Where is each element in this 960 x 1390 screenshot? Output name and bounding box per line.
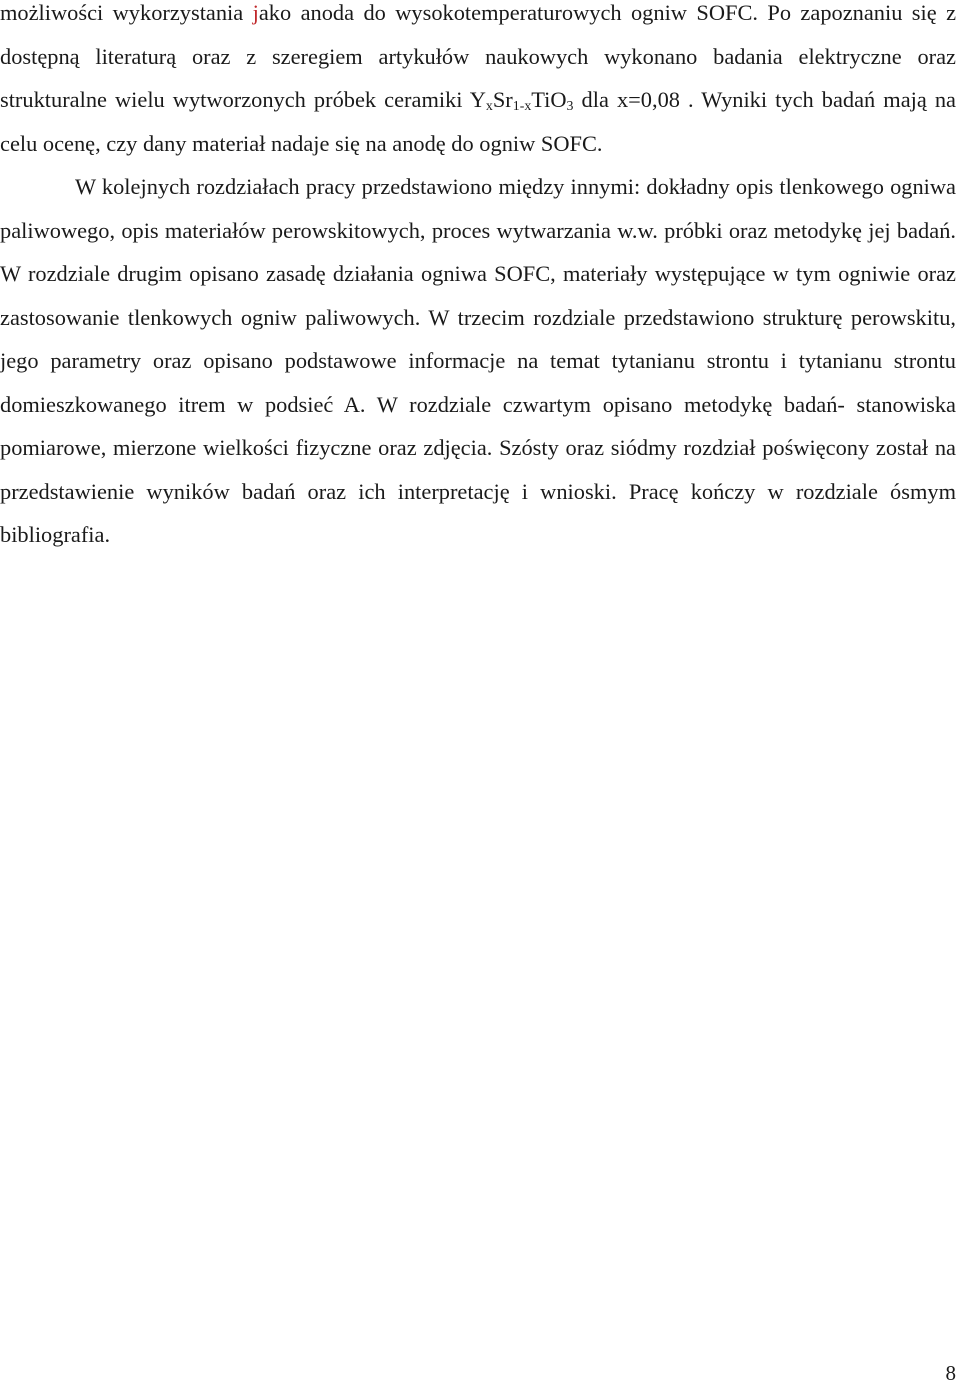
text-run: ako anoda do wysokotemperaturowych ogniw SOFC. Po zapoznaniu się z dostępną literaturą oraz z szeregiem artykułów naukowych wykonano badania elektryczne oraz strukturalne wielu wytworzonych próbek ceramiki Y xyxy=(0,0,957,112)
page-number: 8 xyxy=(945,1361,956,1385)
text-run: dla x=0,08 . Wyniki tych badań mają na celu ocenę, czy dany materiał nadaje się na anodę do ogniw SOFC. xyxy=(0,87,956,156)
subscript-3: 3 xyxy=(566,98,574,114)
paragraph-intro xyxy=(0,0,956,165)
text-run: możliwości wykorzystania xyxy=(0,0,253,25)
highlighted-letter: j xyxy=(252,0,259,25)
subscript-x: x xyxy=(485,98,493,114)
formula-tio: TiO xyxy=(531,87,567,112)
formula-sr: Sr xyxy=(492,87,513,112)
paragraph-chapter-overview: W kolejnych rozdziałach pracy przedstawiono między innymi: dokładny opis tlenkowego ogniwa paliwowego, opis materiałów perowskitowych, proces wytwarzania w.w. próbki oraz metodykę jej badań. W rozdziale drugim opisano zasadę działania ogniwa SOFC, materiały występujące w tym ogniwie oraz zastosowanie tlenkowych ogniw paliwowych. W trzecim rozdziale przedstawiono strukturę perowskitu, jego parametry oraz opisano podstawowe informacje na temat tytanianu strontu i tytanianu strontu domieszkowanego itrem w podsieć A. W rozdziale czwartym opisano metodykę badań- stanowiska pomiarowe, mierzone wielkości fizyczne oraz zdjęcia. Szósty oraz siódmy rozdział poświęcony został na przedstawienie wyników badań oraz ich interpretację i wnioski. Pracę kończy w rozdziale ósmym bibliografia. xyxy=(0,174,956,547)
document-page xyxy=(0,0,956,557)
subscript-1-x: 1-x xyxy=(512,98,532,114)
